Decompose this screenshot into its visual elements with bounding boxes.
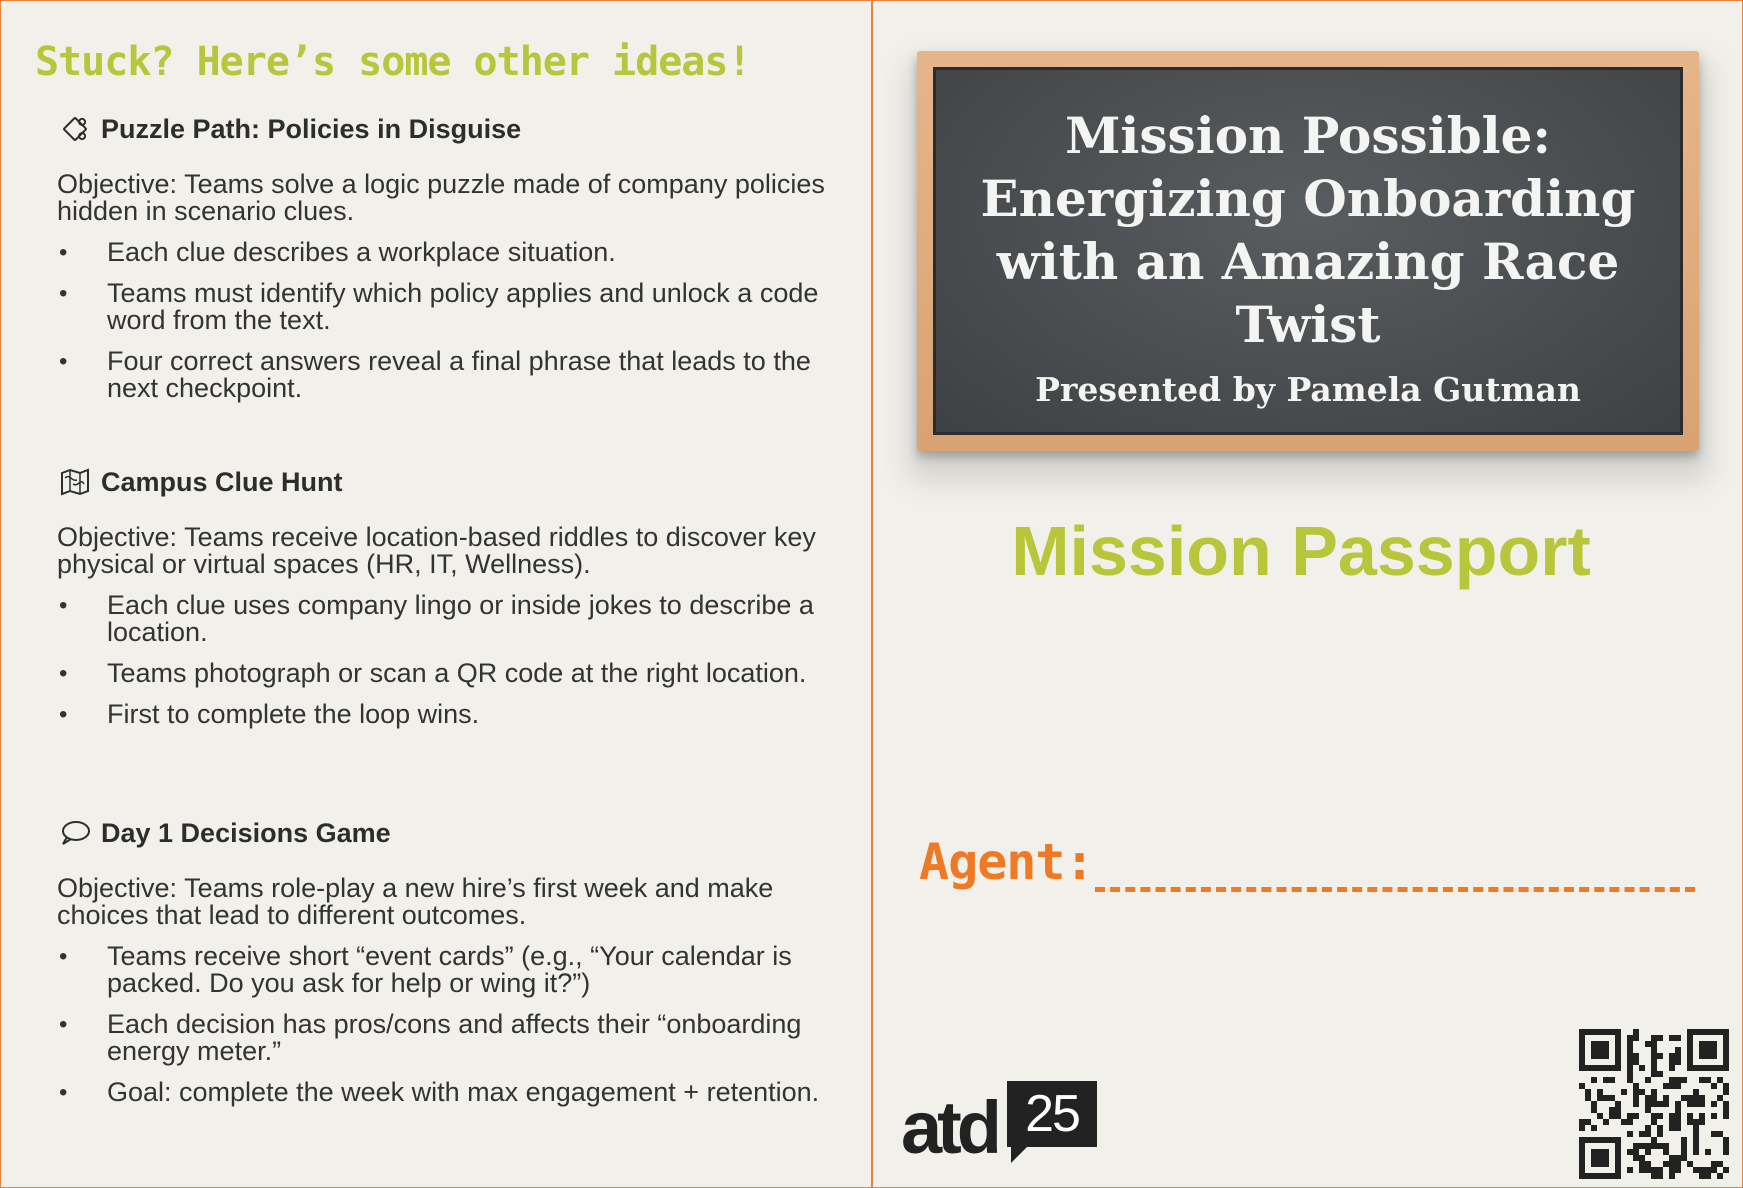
presentation-title: Mission Possible: Energizing Onboarding with an Amazing Race Twist <box>980 106 1636 354</box>
list-item: • First to complete the loop wins. <box>57 701 837 728</box>
logo-badge: 25 <box>1007 1081 1097 1147</box>
list-item: • Goal: complete the week with max engagement + retention. <box>57 1079 837 1106</box>
bullet-list <box>57 592 837 728</box>
logo-badge-tail <box>1011 1145 1029 1163</box>
bullet-list <box>57 239 837 402</box>
speech-bubble-icon <box>59 817 91 849</box>
section-title: Campus Clue Hunt <box>101 466 343 497</box>
map-icon <box>59 466 91 498</box>
logo-text: atd <box>901 1086 997 1169</box>
list-item: • Teams must identify which policy applies and unlock a code word from the text. <box>57 280 837 334</box>
list-item: • Each clue uses company lingo or inside jokes to describe a location. <box>57 592 837 646</box>
agent-label: Agent: <box>919 833 1094 891</box>
passport-title: Mission Passport <box>1011 512 1591 590</box>
presenter-line: Presented by Pamela Gutman <box>1035 370 1581 409</box>
list-item: • Each clue describes a workplace situation. <box>57 239 837 266</box>
section-objective: Objective: Teams receive location-based riddles to discover key physical or virtual spaces (HR, IT, Wellness). <box>57 522 816 579</box>
center-divider <box>871 1 873 1187</box>
list-item: • Four correct answers reveal a final phrase that leads to the next checkpoint. <box>57 348 837 402</box>
list-item: • Each decision has pros/cons and affects their “onboarding energy meter.” <box>57 1011 837 1065</box>
idea-section-campus <box>57 466 837 742</box>
section-objective: Objective: Teams role-play a new hire’s first week and make choices that lead to different outcomes. <box>57 873 774 930</box>
chalkboard-surface <box>933 67 1683 435</box>
qr-code-icon <box>1579 1029 1729 1179</box>
list-item: • Teams receive short “event cards” (e.g., “Your calendar is packed. Do you ask for help or wing it?”) <box>57 943 837 997</box>
section-title: Day 1 Decisions Game <box>101 817 391 848</box>
agent-name-line[interactable] <box>1095 887 1695 892</box>
bullet-list <box>57 943 837 1106</box>
ideas-heading: Stuck? Here’s some other ideas! <box>35 39 751 85</box>
idea-section-puzzle <box>57 113 837 416</box>
puzzle-icon <box>59 113 91 145</box>
idea-section-decisions <box>57 817 837 1120</box>
list-item: • Teams photograph or scan a QR code at the right location. <box>57 660 837 687</box>
chalkboard <box>917 51 1699 451</box>
section-title: Puzzle Path: Policies in Disguise <box>101 113 522 144</box>
section-objective: Objective: Teams solve a logic puzzle made of company policies hidden in scenario clues. <box>57 169 825 226</box>
atd-logo <box>901 1079 1101 1169</box>
